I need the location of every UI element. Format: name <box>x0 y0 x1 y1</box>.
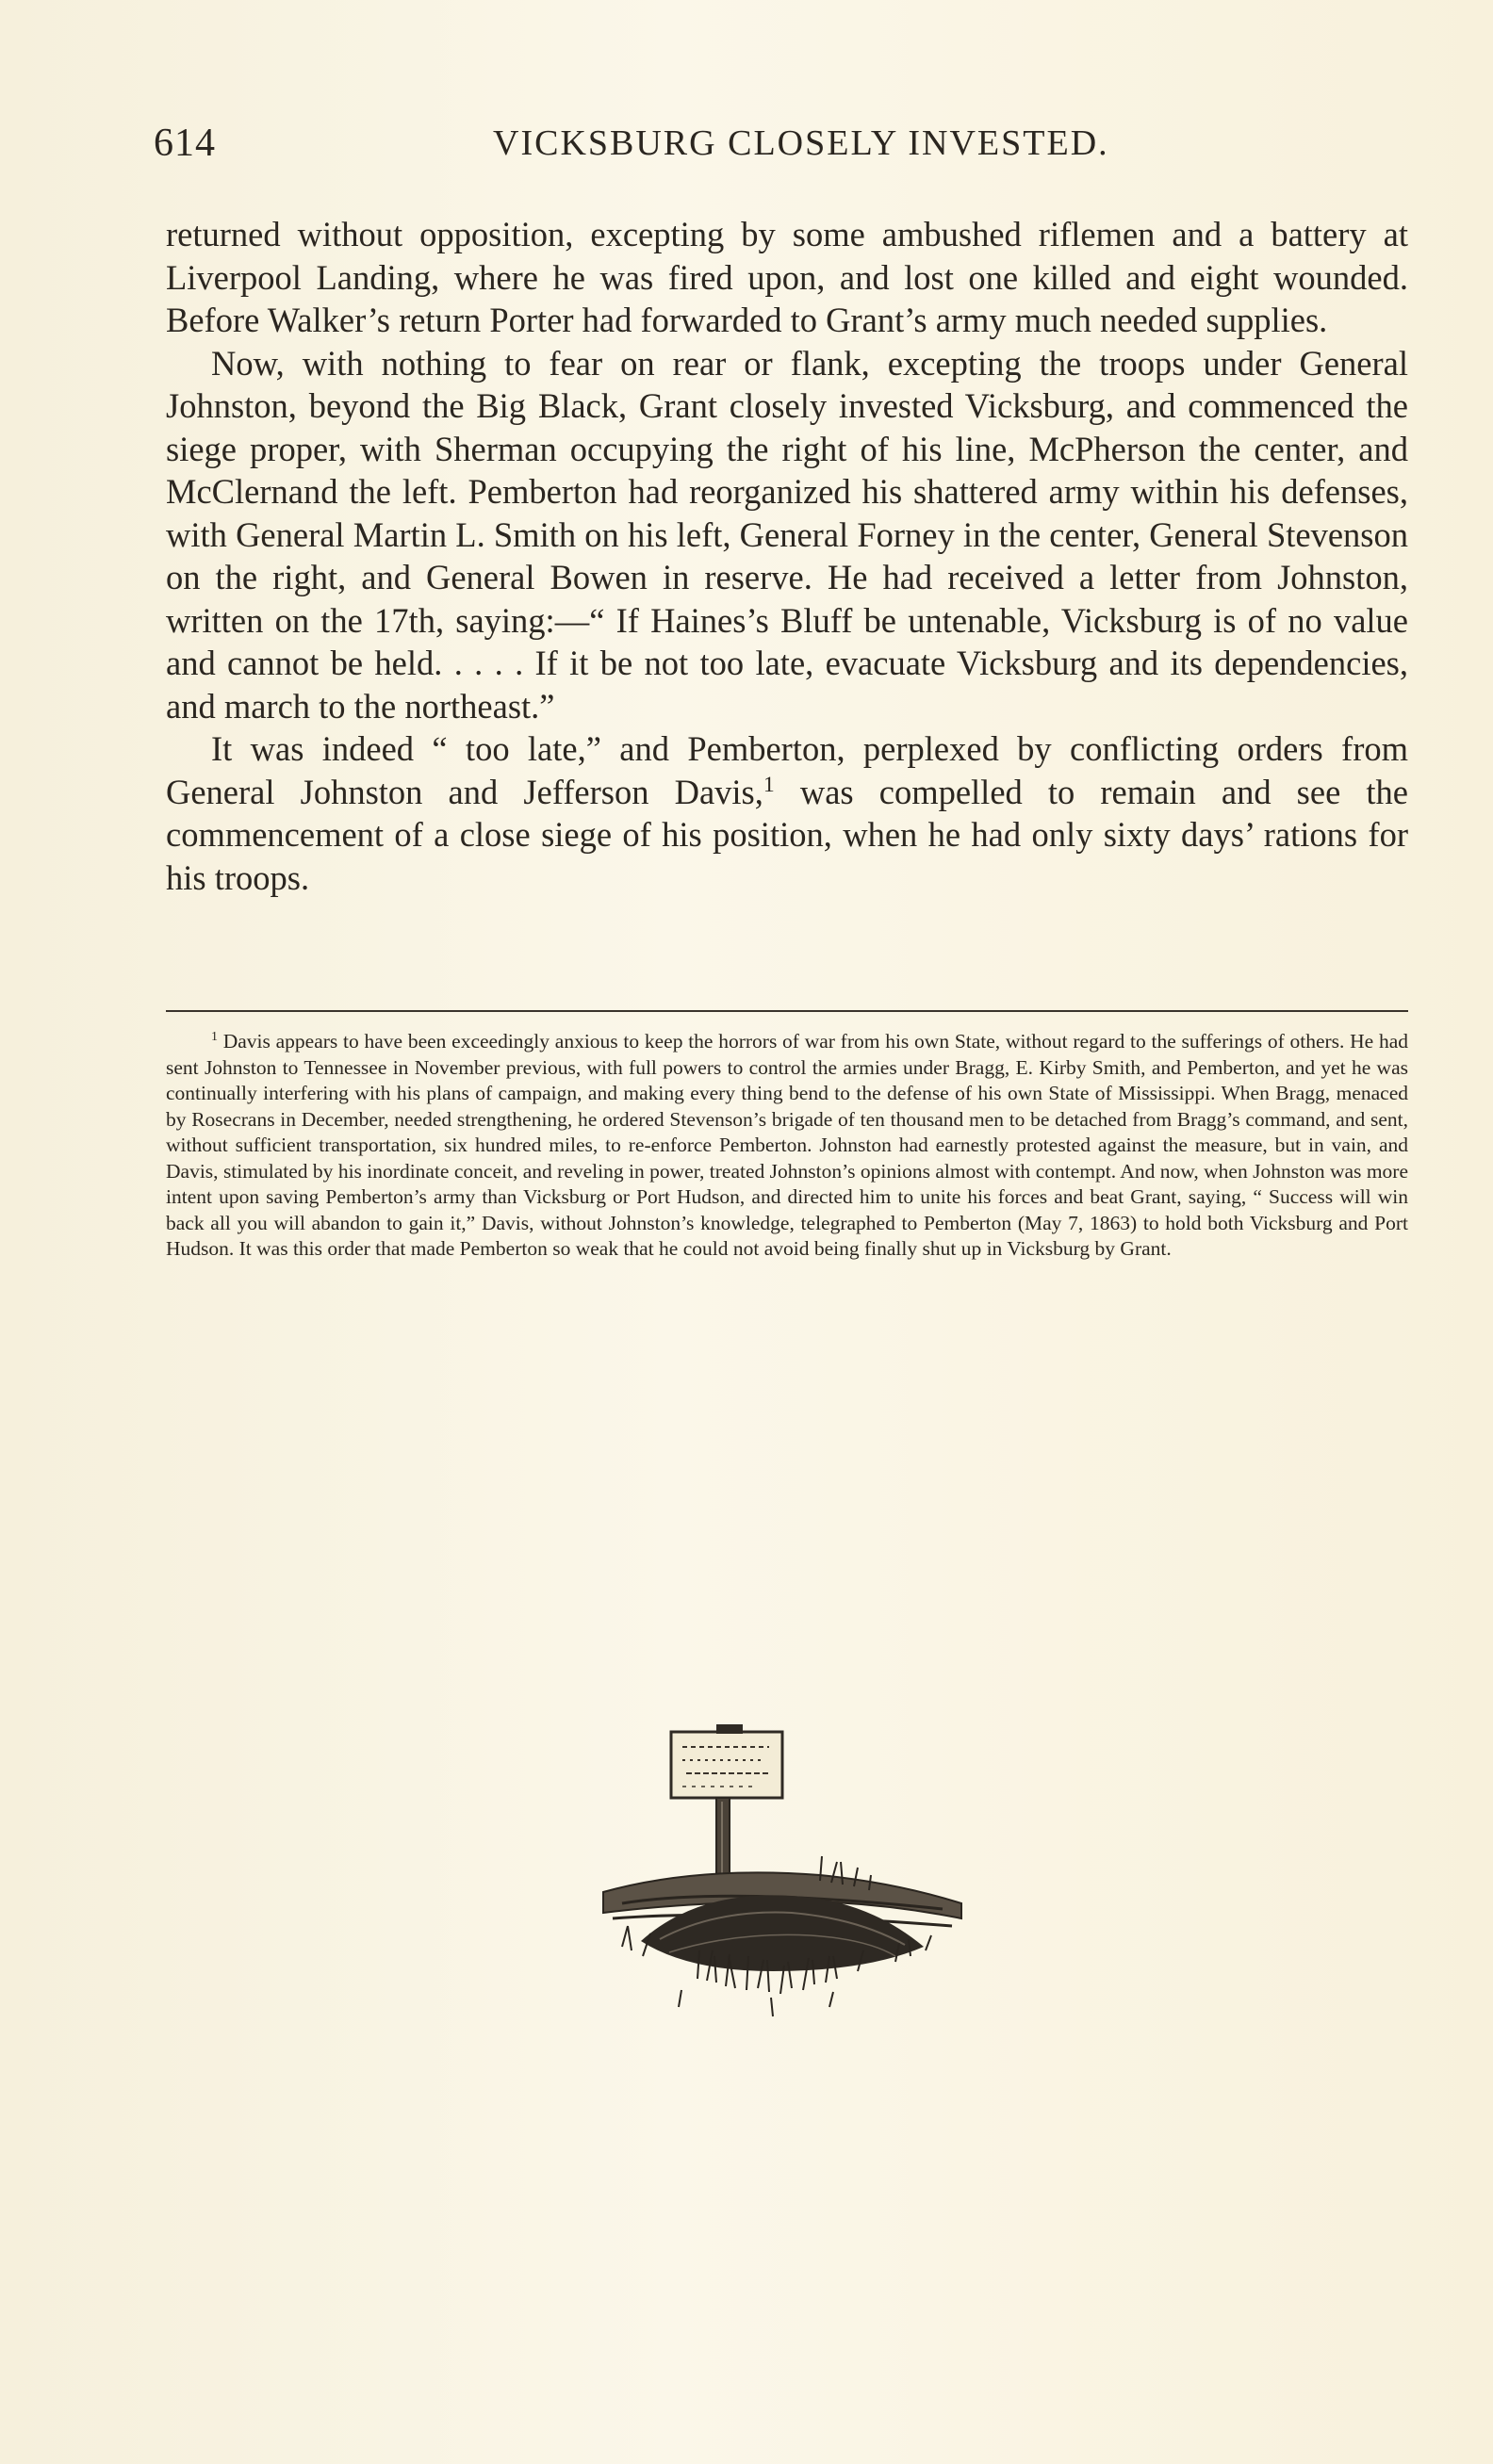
footnote-rule <box>166 1010 1408 1012</box>
footnote-1 <box>166 1029 1408 1263</box>
footnotes <box>166 1029 1408 1263</box>
page-number: 614 <box>154 122 216 165</box>
footnote-reference: 1 <box>763 772 775 797</box>
paragraph-2: Now, with nothing to fear on rear or flank, excepting the troops under General Johnston, beyond the Big Black, Grant closely invested Vicksburg, and commenced the siege proper, with Sherman occupying the right of his line, McPherson the center, and McClernand the left. Pemberton had reorganized his shattered army within his defenses, with General Martin L. Smith on his left, General Forney in the center, General Stevenson on the right, and General Bowen in reserve. He had received a letter from Johnston, written on the 17th, saying:—“ If Haines’s Bluff be untenable, Vicksburg is of no value and cannot be held. . . . . If it be not too late, evacuate Vicksburg and its dependencies, and march to the northeast.” <box>166 343 1408 726</box>
paragraph-1: returned without opposition, excepting by some ambushed riflemen and a battery at Liverpool Landing, where he was fired upon, and lost one killed and eight wounded. Before Walker’s return Porter had forwarded to Grant’s army much needed supplies. <box>166 215 1408 339</box>
page-header <box>154 121 1407 168</box>
grave-marker-vignette-icon <box>584 1724 980 2035</box>
running-head: VICKSBURG CLOSELY INVESTED. <box>493 123 1109 163</box>
paragraph-3-text-b: was compelled to remain and see the commencement of a close siege of his position, when he had only sixty days’ rations for his troops. <box>166 772 1408 897</box>
paragraph-3-text-a: It was indeed “ too late,” and Pemberton, perplexed by conflicting orders from General Johnston and Jefferson Davis, <box>166 729 1408 811</box>
footnote-text: Davis appears to have been exceedingly anxious to keep the horrors of war from his own State, without regard to the sufferings of others. He had sent Johnston to Tennessee in November previous, with full powers to control the armies under Bragg, E. Kirby Smith, and Pemberton, and yet he was continually interfering with his plans of campaign, and making every thing bend to the defense of his own State of Mississippi. When Bragg, menaced by Rosecrans in December, needed strengthening, he ordered Stevenson’s brigade of ten thousand men to be detached from Bragg’s command, and sent, without sufficient transportation, six hundred miles, to re-enforce Pemberton. Johnston had earnestly protested against the measure, but in vain, and Davis, stimulated by his inordinate conceit, and reveling in power, treated Johnston’s opinions almost with contempt. And now, when Johnston was more intent upon saving Pemberton’s army than Vicksburg or Port Hudson, and directed him to unite his forces and beat Grant, saying, “ Success will win back all you will abandon to gain it,” Davis, without Johnston’s knowledge, telegraphed to Pemberton (May 7, 1863) to hold both Vicksburg and Port Hudson. It was this order that made Pemberton so weak that he could not avoid being finally shut up in Vicksburg by Grant. <box>166 1030 1408 1260</box>
main-text <box>166 213 1408 899</box>
paragraph-3 <box>166 727 1408 899</box>
footnote-mark: 1 <box>211 1029 218 1044</box>
